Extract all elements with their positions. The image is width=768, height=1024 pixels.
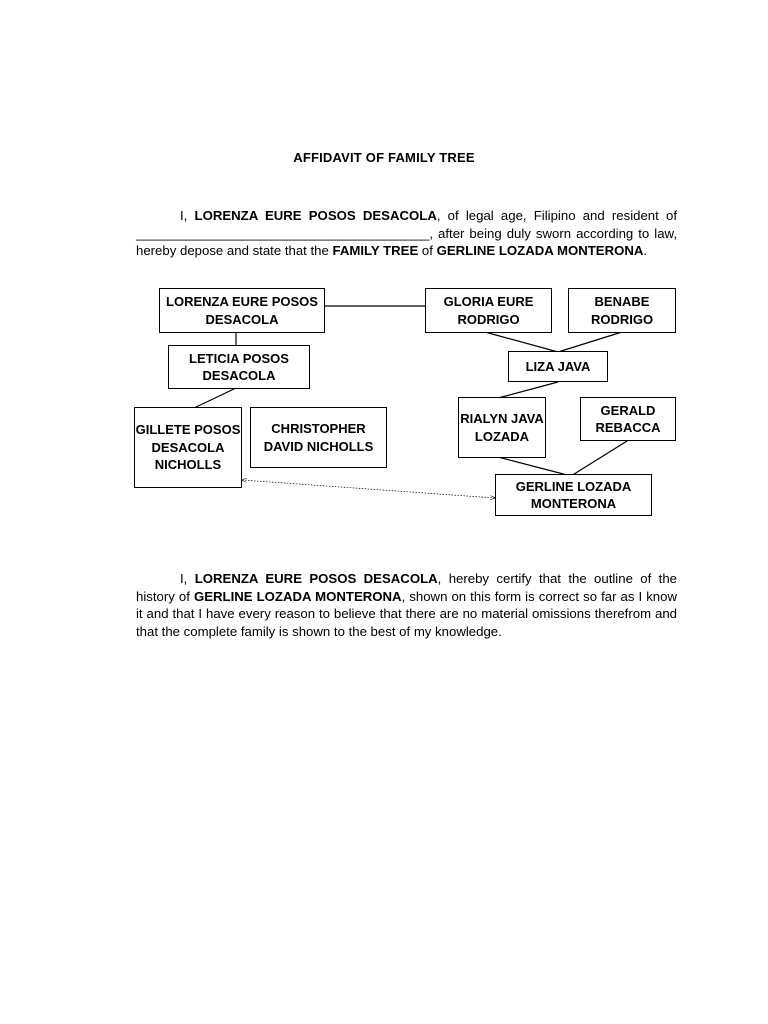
affiant-name: LORENZA EURE POSOS DESACOLA: [194, 208, 437, 223]
connector-gerald-gerline: [571, 441, 627, 476]
box-gerline: GERLINE LOZADA MONTERONA: [495, 474, 652, 516]
connector-leticia-gillete: [194, 388, 236, 408]
box-gerald: GERALD REBACCA: [580, 397, 676, 441]
connector-gloria-liza: [485, 332, 558, 352]
p1-text-a: I,: [180, 208, 195, 223]
subject-name: GERLINE LOZADA MONTERONA: [436, 243, 644, 258]
box-christopher: CHRISTOPHER DAVID NICHOLLS: [250, 407, 387, 468]
family-tree-term: FAMILY TREE: [332, 243, 419, 258]
connector-liza-rialyn: [498, 382, 558, 398]
box-benabe: BENABE RODRIGO: [568, 288, 676, 333]
p2-text-a: I,: [180, 571, 195, 586]
box-gillete: GILLETE POSOS DESACOLA NICHOLLS: [134, 407, 242, 488]
p2-text-b: , hereby certify that the outline of the history of: [136, 571, 678, 604]
p2-text-c: , shown on this form is correct so far as I know it and that I have every reason to believe that there are no material omissions therefrom and that the complete family is shown to the best of my knowledge.: [136, 588, 678, 639]
connector-benabe-liza: [558, 332, 622, 352]
affiant-name-2: LORENZA EURE POSOS DESACOLA: [194, 571, 438, 586]
p1-text-d: .: [643, 243, 648, 258]
box-gloria: GLORIA EURE RODRIGO: [425, 288, 552, 333]
certification-paragraph: [136, 570, 677, 640]
box-liza: LIZA JAVA: [508, 351, 608, 382]
connector-gillete-gerline-arrow: [242, 480, 495, 498]
box-leticia: LETICIA POSOS DESACOLA: [168, 345, 310, 389]
document-title: AFFIDAVIT OF FAMILY TREE: [293, 150, 475, 165]
p1-text-c: of: [418, 243, 437, 258]
p1-text-b: , of legal age, Filipino and resident of ________________________________________, after being duly sworn according to law, hereby depose and state that the: [136, 208, 677, 258]
subject-name-2: GERLINE LOZADA MONTERONA: [193, 588, 402, 604]
box-lorenza: LORENZA EURE POSOS DESACOLA: [159, 288, 325, 333]
box-rialyn: RIALYN JAVA LOZADA: [458, 397, 546, 458]
